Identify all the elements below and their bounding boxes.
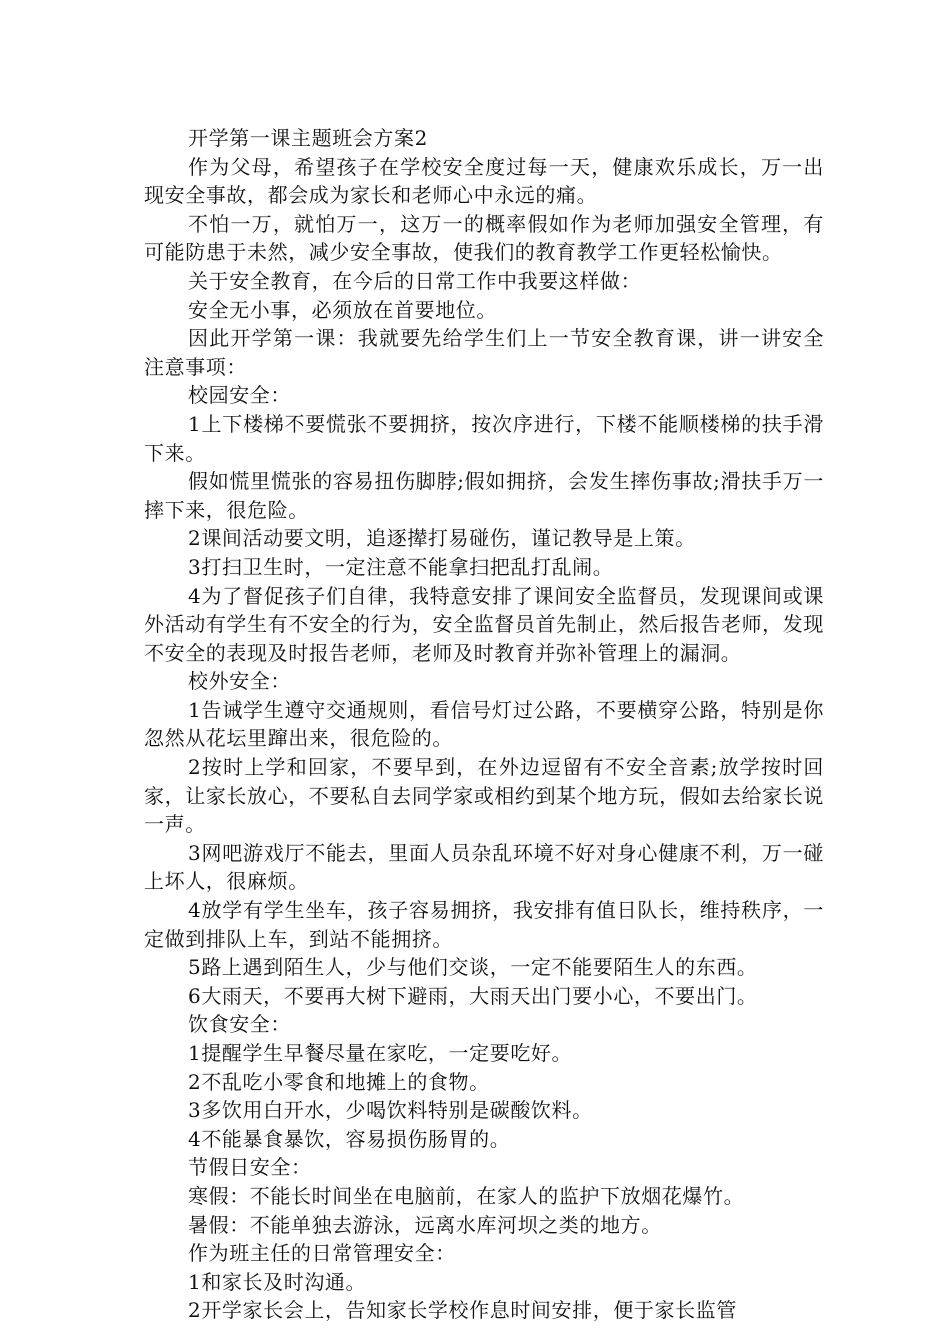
section-heading: 作为班主任的日常管理安全： <box>188 1241 456 1266</box>
paragraph: 1上下楼梯不要慌张不要拥挤，按次序进行，下楼不能顺楼梯的扶手滑下来。 <box>144 411 824 465</box>
paragraph: 2不乱吃小零食和地摊上的食物。 <box>188 1069 490 1094</box>
paragraph: 1提醒学生早餐尽量在家吃，一定要吃好。 <box>188 1041 573 1065</box>
paragraph: 4为了督促孩子们自律，我特意安排了课间安全监督员，发现课间或课外活动有学生有不安全的行为，安全监督员首先制止，然后报告老师，发现不安全的表现及时报告老师，老师及时教育并弥补管理上的漏洞。 <box>144 583 824 665</box>
paragraph: 1告诫学生遵守交通规则，看信号灯过公路，不要横穿公路，特别是你忽然从花坛里蹿出来，很危险的。 <box>144 697 824 751</box>
section-heading: 校外安全： <box>188 669 291 694</box>
section-heading: 饮食安全： <box>188 1012 291 1037</box>
paragraph: 关于安全教育，在今后的日常工作中我要这样做： <box>188 268 642 293</box>
paragraph: 2课间活动要文明，追逐撵打易碰伤，谨记教导是上策。 <box>188 526 696 551</box>
paragraph: 3多饮用白开水，少喝饮料特别是碳酸饮料。 <box>188 1098 593 1123</box>
paragraph: 暑假：不能单独去游泳，远离水库河坝之类的地方。 <box>188 1212 662 1237</box>
paragraph: 寒假：不能长时间坐在电脑前，在家人的监护下放烟花爆竹。 <box>188 1183 745 1208</box>
paragraph: 3打扫卫生时，一定注意不能拿扫把乱打乱闹。 <box>188 554 614 579</box>
section-heading: 节假日安全： <box>188 1155 312 1180</box>
paragraph: 3网吧游戏厅不能去，里面人员杂乱环境不好对身心健康不利，万一碰上坏人，很麻烦。 <box>144 840 824 894</box>
paragraph: 5路上遇到陌生人，少与他们交谈，一定不能要陌生人的东西。 <box>188 955 758 980</box>
document-body <box>144 124 824 1325</box>
paragraph: 2开学家长会上，告知家长学校作息时间安排，便于家长监管 <box>188 1298 737 1323</box>
paragraph: 不怕一万，就怕万一，这万一的概率假如作为老师加强安全管理，有可能防患于未然，减少安全事故，使我们的教育教学工作更轻松愉快。 <box>144 211 824 265</box>
paragraph: 4放学有学生坐车，孩子容易拥挤，我安排有值日队长，维持秩序，一定做到排队上车，到站不能拥挤。 <box>144 898 824 951</box>
paragraph: 作为父母，希望孩子在学校安全度过每一天，健康欢乐成长，万一出现安全事故，都会成为家长和老师心中永远的痛。 <box>144 154 824 208</box>
document-title: 开学第一课主题班会方案2 <box>188 126 428 150</box>
paragraph: 6大雨天，不要再大树下避雨，大雨天出门要小心，不要出门。 <box>188 983 758 1008</box>
paragraph: 1和家长及时沟通。 <box>188 1269 367 1294</box>
paragraph: 安全无小事，必须放在首要地位。 <box>188 297 497 322</box>
paragraph: 4不能暴食暴饮，容易损伤肠胃的。 <box>188 1126 511 1151</box>
paragraph: 2按时上学和回家，不要早到，在外边逗留有不安全音素;放学按时回家，让家长放心，不要私自去同学家或相约到某个地方玩，假如去给家长说一声。 <box>144 755 824 837</box>
section-heading: 校园安全： <box>188 383 291 408</box>
paragraph: 假如慌里慌张的容易扭伤脚脖;假如拥挤，会发生摔伤事故;滑扶手万一摔下来，很危险。 <box>144 469 824 522</box>
paragraph: 因此开学第一课：我就要先给学生们上一节安全教育课，讲一讲安全注意事项： <box>144 326 824 379</box>
